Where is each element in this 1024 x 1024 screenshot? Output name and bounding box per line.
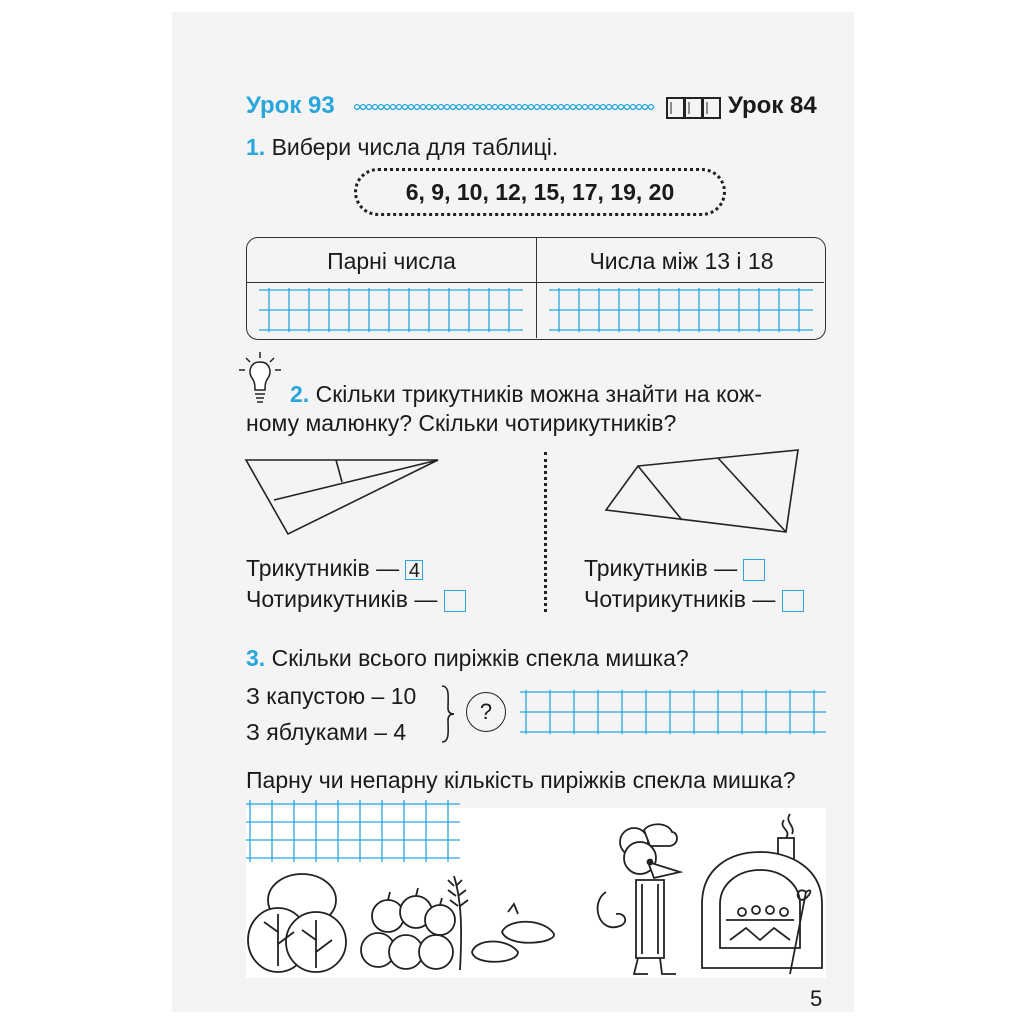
task2-text-line2: ному малюнку? Скільки чотирикутників?	[246, 410, 677, 436]
oven-icon	[698, 808, 826, 976]
answer-grid-total[interactable]	[520, 690, 826, 734]
figure-right-quadrilateral	[600, 446, 806, 538]
right-triangles-row	[584, 553, 765, 583]
right-quads-label: Чотирикутників —	[584, 586, 776, 612]
question-circle: ?	[466, 692, 506, 732]
number-set: 6, 9, 10, 12, 15, 17, 19, 20	[354, 168, 726, 216]
page-number: 5	[810, 986, 823, 1011]
apple-pies: З яблуками – 4	[246, 719, 407, 745]
lightbulb-icon	[236, 350, 284, 406]
figure-left-triangle	[240, 452, 450, 542]
left-quads-row	[246, 584, 466, 614]
book-pages-icon	[666, 96, 722, 120]
left-quads-label: Чотирикутників —	[246, 586, 438, 612]
cabbage-icon	[246, 870, 348, 976]
right-triangles-label: Трикутників —	[584, 555, 738, 581]
lesson-number-right: Урок 84	[728, 92, 817, 119]
table-col1-header: Парні числа	[327, 248, 456, 274]
left-quads-answer[interactable]	[444, 590, 466, 612]
task1-text: Вибери числа для таблиці.	[271, 134, 559, 160]
answer-grid-parity[interactable]	[246, 800, 460, 862]
task3-heading	[246, 643, 689, 673]
answer-grid-even[interactable]	[259, 288, 523, 332]
dotted-separator	[544, 452, 547, 612]
task3-number: 3.	[246, 645, 266, 671]
table-col2-header: Числа між 13 і 18	[589, 248, 774, 274]
left-triangles-row	[246, 553, 423, 583]
number-table	[246, 237, 826, 340]
task1-number: 1.	[246, 134, 266, 160]
apples-and-pies-icon	[358, 872, 564, 976]
right-triangles-answer[interactable]	[743, 559, 765, 581]
decorative-wave-line	[354, 100, 656, 114]
task2-text-line1: Скільки трикутників можна знайти на кож-	[315, 381, 762, 407]
right-quads-answer[interactable]	[782, 590, 804, 612]
left-triangles-label: Трикутників —	[246, 555, 400, 581]
task2-line1	[290, 379, 762, 409]
answer-grid-between[interactable]	[549, 288, 813, 332]
left-triangles-answer[interactable]: 4	[405, 560, 423, 580]
parity-question: Парну чи непарну кількість пиріжків спекла мишка?	[246, 767, 796, 793]
curly-brace	[438, 684, 456, 744]
task2-number: 2.	[290, 381, 310, 407]
lesson-number-left: Урок 93	[246, 92, 335, 119]
task1-heading	[246, 132, 558, 162]
cabbage-pies: З капустою – 10	[246, 683, 417, 709]
right-quads-row	[584, 584, 804, 614]
mouse-chef-icon	[594, 822, 690, 976]
task3-text: Скільки всього пиріжків спекла мишка?	[271, 645, 689, 671]
